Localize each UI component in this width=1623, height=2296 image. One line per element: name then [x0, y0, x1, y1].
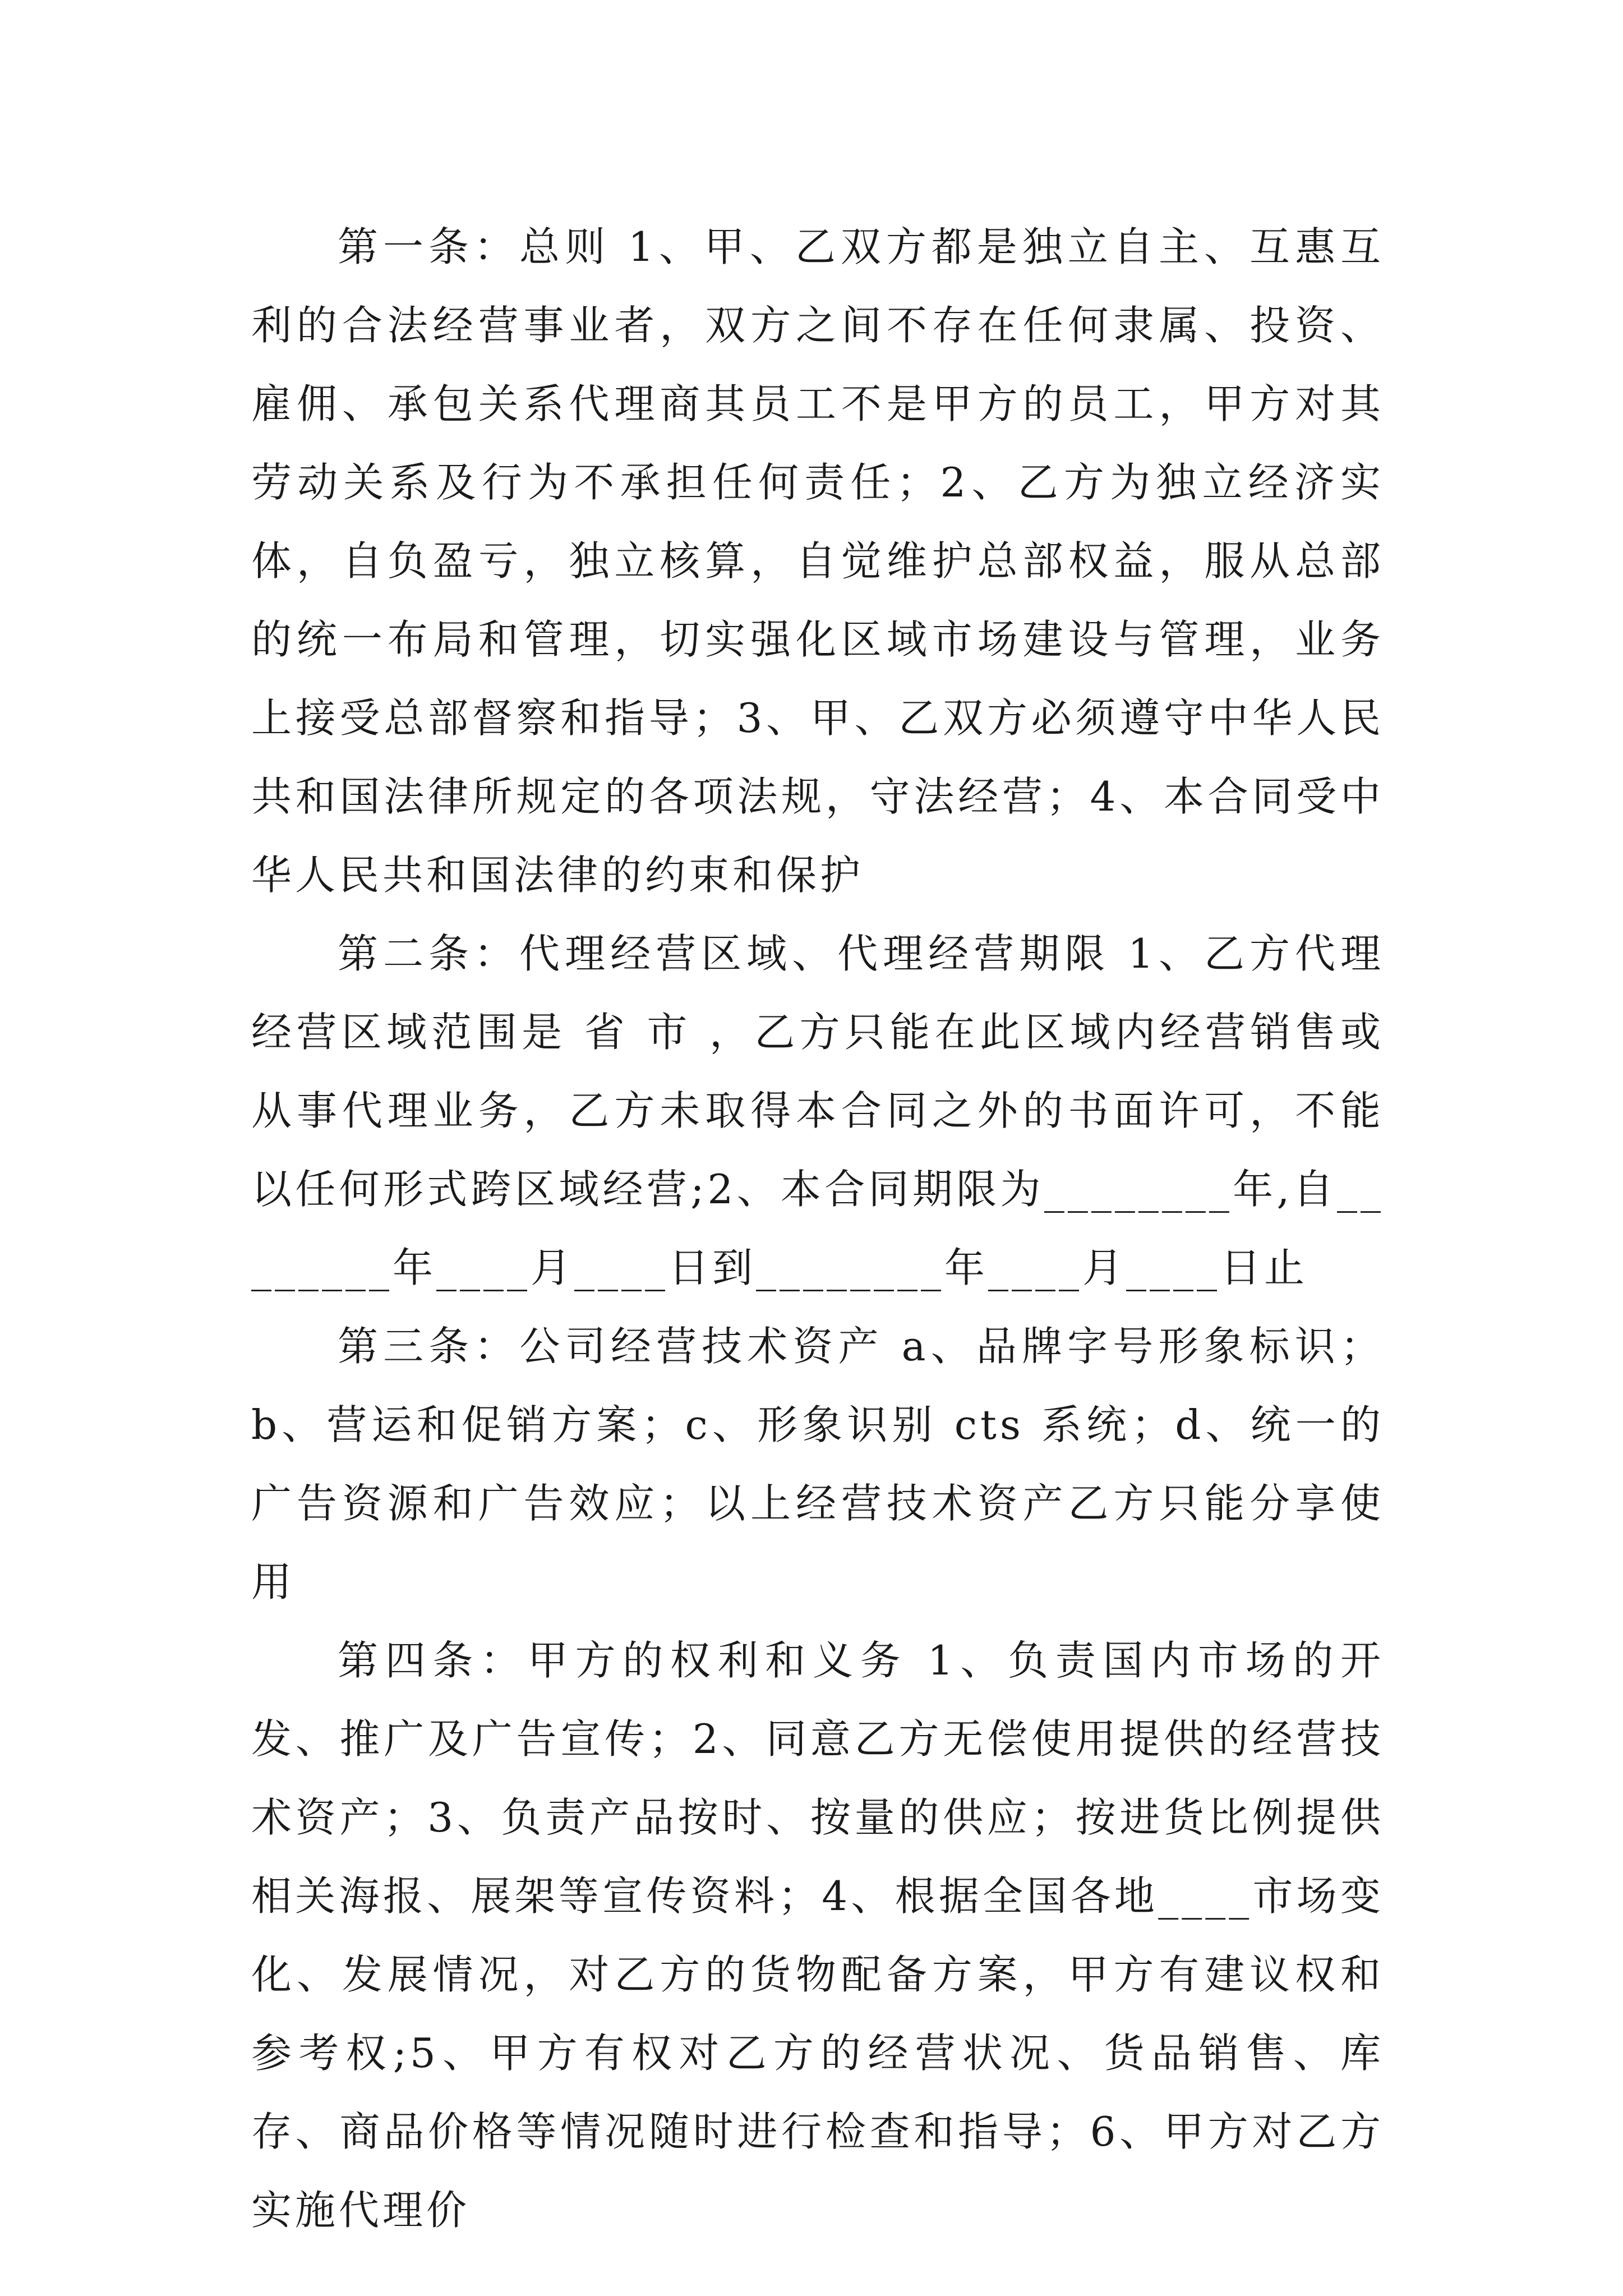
document-body: [251, 208, 1384, 2249]
article-4-paragraph: 第四条：甲方的权利和义务 1、负责国内市场的开发、推广及广告宣传；2、同意乙方无偿使用提供的经营技术资产；3、负责产品按时、按量的供应；按进货比例提供相关海报、展架等宣传资料；4、根据全国各地____市场变化、发展情况，对乙方的货物配备方案，甲方有建议权和参考权;5、甲方有权对乙方的经营状况、货品销售、库存、商品价格等情况随时进行检查和指导；6、甲方对乙方实施代理价: [251, 1637, 1384, 2234]
article-3-paragraph: 第三条：公司经营技术资产 a、品牌字号形象标识；b、营运和促销方案；c、形象识别 cts 系统；d、统一的广告资源和广告效应；以上经营技术资产乙方只能分享使用: [251, 1323, 1384, 1605]
article-2-paragraph: 第二条：代理经营区域、代理经营期限 1、乙方代理经营区域范围是 省 市 ，乙方只能在此区域内经营销售或从事代理业务，乙方未取得本合同之外的书面许可，不能以任何形式跨区域经营;2、本合同期限为________年,自________年____月____日到________年____月____日止: [251, 930, 1384, 1291]
article-1-paragraph: 第一条：总则 1、甲、乙双方都是独立自主、互惠互利的合法经营事业者，双方之间不存在任何隶属、投资、雇佣、承包关系代理商其员工不是甲方的员工，甲方对其劳动关系及行为不承担任何责任；2、乙方为独立经济实体，自负盈亏，独立核算，自觉维护总部权益，服从总部的统一布局和管理，切实强化区域市场建设与管理，业务上接受总部督察和指导；3、甲、乙双方必须遵守中华人民共和国法律所规定的各项法规，守法经营；4、本合同受中华人民共和国法律的约束和保护: [251, 223, 1384, 899]
